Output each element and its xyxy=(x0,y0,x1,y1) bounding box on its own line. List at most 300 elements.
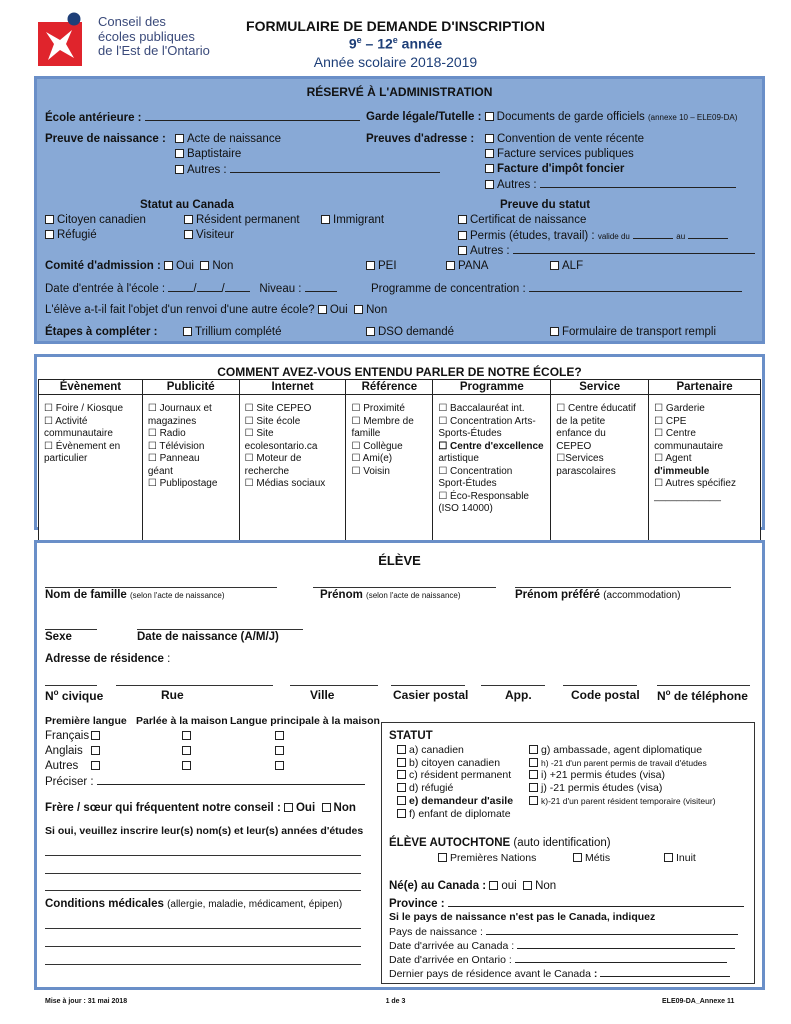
born-canada-label: Né(e) au Canada : xyxy=(389,880,487,892)
english-main-checkbox[interactable] xyxy=(275,746,284,755)
utility-checkbox[interactable] xyxy=(485,149,494,158)
entry-month-field[interactable] xyxy=(197,282,222,292)
po-box-label: Casier postal xyxy=(393,688,469,702)
medical-line-3[interactable] xyxy=(45,964,361,965)
immigrant-checkbox[interactable] xyxy=(321,215,330,224)
address-other-field[interactable] xyxy=(540,178,736,188)
civic-o: o xyxy=(53,688,59,697)
birth-act-label: Acte de naissance xyxy=(187,133,281,145)
baptism-checkbox[interactable] xyxy=(175,149,184,158)
status-option[interactable] xyxy=(397,769,513,782)
source-option-line[interactable]: ☐ Collègue xyxy=(351,440,403,452)
medical-note: (allergie, maladie, médicament, épipen) xyxy=(167,899,343,910)
status-checkbox[interactable] xyxy=(529,796,538,805)
french-main-checkbox[interactable] xyxy=(275,731,284,740)
sex-label: Sexe xyxy=(45,631,72,643)
other-language-label: Autres xyxy=(45,760,79,772)
status-right-list xyxy=(529,744,716,808)
source-option-line: communautaire xyxy=(44,428,113,439)
french-label: Français xyxy=(45,730,90,742)
source-option-line[interactable]: ☐ Agent xyxy=(654,453,692,464)
sex-field[interactable] xyxy=(45,629,97,630)
committee-row xyxy=(45,260,233,272)
committee-label: Comité d'admission : xyxy=(45,260,161,272)
utility-label: Facture services publiques xyxy=(497,148,634,160)
resident-checkbox[interactable] xyxy=(184,215,193,224)
citizen-checkbox[interactable] xyxy=(45,215,54,224)
apt-label: App. xyxy=(505,688,532,702)
logo-line-2: écoles publiques xyxy=(98,28,195,44)
source-option-line: enfance du xyxy=(556,428,606,439)
first-name-text: Prénom xyxy=(320,589,363,601)
source-option-line[interactable]: ☐ Foire / Kiosque xyxy=(44,403,123,414)
phone-n: N xyxy=(657,689,666,703)
entry-date-label: Date d'entrée à l'école : xyxy=(45,283,166,295)
logo-line-3: de l'Est de l'Ontario xyxy=(98,43,210,58)
source-option-line[interactable]: ☐ Site xyxy=(244,428,274,439)
sources-col-header: Référence xyxy=(346,380,433,395)
tax-option xyxy=(485,163,624,175)
transport-label: Formulaire de transport rempli xyxy=(562,326,717,338)
phone-label xyxy=(657,688,748,703)
postal-code-label: Code postal xyxy=(571,688,640,702)
last-country-label: Dernier pays de résidence avant le Canada xyxy=(389,968,591,980)
medical-line-2[interactable] xyxy=(45,946,361,947)
source-option-line[interactable]: ☐ Membre de xyxy=(351,415,414,427)
birth-country-row xyxy=(389,925,738,938)
sources-col-options xyxy=(142,395,239,541)
refugee-label: Réfugié xyxy=(57,229,97,241)
logo-line-1: Conseil des xyxy=(98,14,166,29)
phone-text: de téléphone xyxy=(670,689,748,703)
source-option-line[interactable]: ☐ Autres spécifiez xyxy=(654,478,736,489)
trillium-label: Trillium complété xyxy=(195,326,282,338)
source-option-line[interactable]: ☐ Centre xyxy=(654,428,696,439)
born-canada-row xyxy=(389,880,556,892)
dso-label: DSO demandé xyxy=(378,326,455,338)
sale-checkbox[interactable] xyxy=(485,134,494,143)
source-option-line: Sport-Études xyxy=(438,478,497,489)
source-option-line[interactable]: ☐ Activité xyxy=(44,415,88,427)
civic-number-label xyxy=(45,688,103,703)
source-option-line[interactable]: ☐ Concentration xyxy=(438,465,513,477)
postal-code-field[interactable] xyxy=(563,685,637,686)
birth-other-checkbox[interactable] xyxy=(175,165,184,174)
source-option-line[interactable]: ☐Services xyxy=(556,453,604,464)
source-option-line: géant xyxy=(147,465,173,477)
sources-col-header: Évènement xyxy=(39,380,143,395)
status-checkbox[interactable] xyxy=(397,783,406,792)
arrival-ontario-label: Date d'arrivée en Ontario : xyxy=(389,954,512,966)
citizen-label: Citoyen canadien xyxy=(57,214,146,226)
civic-n: N xyxy=(45,689,54,703)
source-option-line[interactable]: ☐ Panneau xyxy=(147,453,200,464)
status-option[interactable] xyxy=(529,782,716,795)
source-option-line[interactable]: ☐ Site CEPEO xyxy=(244,403,312,414)
province-label: Province : xyxy=(389,898,445,910)
transport-option xyxy=(550,326,716,338)
transport-checkbox[interactable] xyxy=(550,327,559,336)
city-field[interactable] xyxy=(290,685,378,686)
source-option-line[interactable]: ☐ Médias sociaux xyxy=(244,478,326,489)
status-option-label: j) -21 permis études (visa) xyxy=(541,782,663,795)
pana-option xyxy=(446,260,488,272)
status-option[interactable] xyxy=(397,795,513,808)
residence-text: Adresse de résidence xyxy=(45,653,164,665)
grade-subtitle: 9e – 12e année xyxy=(348,35,443,52)
born-canada-no-label: Non xyxy=(535,880,557,892)
entry-year-field[interactable] xyxy=(168,282,193,292)
status-option-label: c) résident permanent xyxy=(409,769,512,782)
metis-label: Métis xyxy=(585,852,611,864)
custody-annex-note: (annexe 10 – ELE09-DA) xyxy=(647,113,738,122)
source-option-line[interactable]: ☐ CPE xyxy=(654,415,687,427)
source-option-line[interactable]: ☐ Moteur de xyxy=(244,453,302,464)
province-row xyxy=(389,897,744,910)
arrival-canada-label: Date d'arrivée au Canada : xyxy=(389,940,515,952)
sibling-line-3[interactable] xyxy=(45,890,361,891)
pei-label: PEI xyxy=(378,260,397,272)
trillium-checkbox[interactable] xyxy=(183,327,192,336)
status-left-list xyxy=(397,744,513,820)
address-other-option xyxy=(485,178,736,191)
status-option[interactable] xyxy=(529,769,716,782)
preferred-name-field[interactable] xyxy=(515,587,731,588)
page-title: FORMULAIRE DE DEMANDE D'INSCRIPTION xyxy=(246,18,545,34)
dso-checkbox[interactable] xyxy=(366,327,375,336)
inuit-label: Inuit xyxy=(676,852,696,864)
source-option-line[interactable]: ☐ Baccalauréat int. xyxy=(438,403,525,414)
grade-level-field[interactable] xyxy=(305,282,337,292)
pei-option xyxy=(366,260,397,272)
siblings-no-checkbox[interactable] xyxy=(322,803,331,812)
sale-option xyxy=(485,133,644,145)
status-checkbox[interactable] xyxy=(397,770,406,779)
province-field[interactable] xyxy=(448,897,744,907)
entry-date-row: Date d'entrée à l'école : / / Niveau : xyxy=(45,282,337,295)
source-option-line[interactable]: ☐ Site école xyxy=(244,415,301,427)
sale-label: Convention de vente récente xyxy=(497,133,645,145)
other-main-checkbox[interactable] xyxy=(275,761,284,770)
birth-other-field[interactable] xyxy=(230,163,440,173)
source-option-line: ecolesontario.ca xyxy=(244,440,318,452)
previous-school-field[interactable] xyxy=(145,111,360,121)
source-option-line: d'immeuble xyxy=(654,465,710,477)
source-option-line[interactable]: ☐ Radio xyxy=(147,428,186,439)
status-option-label: e) demandeur d'asile xyxy=(409,794,514,807)
permit-to-field[interactable] xyxy=(688,229,728,239)
committee-yes-checkbox[interactable] xyxy=(164,261,173,270)
status-checkbox[interactable] xyxy=(397,796,406,805)
first-name-label xyxy=(320,589,461,601)
alf-label: ALF xyxy=(562,260,584,272)
birth-other-label: Autres : xyxy=(187,164,227,176)
baptism-option xyxy=(175,148,241,160)
immigrant-option xyxy=(321,214,384,226)
birth-other-option xyxy=(175,163,440,176)
certificate-checkbox[interactable] xyxy=(458,215,467,224)
source-option-line: (ISO 14000) xyxy=(438,503,493,514)
source-option-line[interactable]: ☐ Centre éducatif xyxy=(556,403,636,414)
referral-no-checkbox[interactable] xyxy=(354,305,363,314)
medical-label xyxy=(45,898,342,910)
tax-checkbox[interactable] xyxy=(485,164,494,173)
admin-heading: RÉSERVÉ À L'ADMINISTRATION xyxy=(306,85,493,99)
arrival-canada-field[interactable] xyxy=(517,939,735,949)
source-option-line[interactable]: ☐ Télévision xyxy=(147,440,205,452)
custody-docs-checkbox[interactable] xyxy=(485,112,494,121)
inuit-option xyxy=(664,852,696,864)
source-option-line[interactable]: ☐ Proximité xyxy=(351,403,405,414)
first-nations-label: Premières Nations xyxy=(450,852,537,864)
source-option-line[interactable]: ☐ Concentration Arts- xyxy=(438,415,536,427)
spoken-home-header: Parlée à la maison xyxy=(136,715,228,727)
birth-act-option xyxy=(175,133,281,145)
born-canada-yes-label: oui xyxy=(501,880,517,892)
status-checkbox[interactable] xyxy=(529,770,538,779)
pana-checkbox[interactable] xyxy=(446,261,455,270)
country-instruction: Si le pays de naissance n'est pas le Canada, indiquez xyxy=(389,911,656,923)
status-other-option xyxy=(458,244,755,257)
sources-col-header: Publicité xyxy=(142,380,239,395)
specify-row xyxy=(45,775,365,788)
street-field[interactable] xyxy=(116,685,273,686)
status-option-label: f) enfant de diplomate xyxy=(409,807,511,820)
previous-school-row xyxy=(45,111,360,124)
birth-country-label: Pays de naissance : xyxy=(389,926,483,938)
footer-page-number: 1 de 3 xyxy=(385,998,406,1005)
birth-date-label: Date de naissance (A/M/J) xyxy=(137,631,279,643)
sources-col-header: Service xyxy=(551,380,649,395)
civic-text: civique xyxy=(58,689,104,703)
permit-option xyxy=(458,229,728,242)
referral-yes-label: Oui xyxy=(329,304,348,316)
status-other-label: Autres : xyxy=(470,245,510,257)
french-first-checkbox[interactable] xyxy=(91,731,100,740)
sources-col-header: Partenaire xyxy=(649,380,761,395)
status-option-label: d) réfugié xyxy=(409,782,454,795)
phone-field[interactable] xyxy=(657,685,750,686)
referral-yes-checkbox[interactable] xyxy=(318,305,327,314)
footer-update-date: Mise à jour : 31 mai 2018 xyxy=(45,998,128,1005)
status-option-label: a) canadien xyxy=(409,744,464,756)
referral-label: L'élève a-t-il fait l'objet d'un renvoi d'une autre école? xyxy=(45,304,315,316)
arrival-canada-row xyxy=(389,939,735,952)
grade-level-label: Niveau : xyxy=(259,283,302,295)
source-option-line: particulier xyxy=(44,453,88,464)
student-heading: ÉLÈVE xyxy=(378,553,421,568)
status-option[interactable] xyxy=(397,808,513,821)
source-option-line[interactable]: ☐ Centre d'excellence xyxy=(438,440,544,452)
permit-label: Permis (études, travail) : xyxy=(470,230,595,242)
arrival-ontario-row xyxy=(389,953,727,966)
preferred-name-label xyxy=(515,589,680,601)
committee-no-label: Non xyxy=(212,260,234,272)
source-option-line[interactable]: ☐ Évènement en xyxy=(44,440,121,452)
english-home-checkbox[interactable] xyxy=(182,746,191,755)
birth-act-checkbox[interactable] xyxy=(175,134,184,143)
permit-checkbox[interactable] xyxy=(458,231,467,240)
resident-option xyxy=(184,214,300,226)
source-option-line[interactable]: ☐ Journaux et xyxy=(147,403,212,414)
birth-date-field[interactable] xyxy=(137,629,303,630)
status-option-label: i) +21 permis études (visa) xyxy=(541,769,666,782)
siblings-yes-label: Oui xyxy=(295,802,316,814)
born-canada-yes-checkbox[interactable] xyxy=(489,881,498,890)
last-name-label xyxy=(45,589,224,601)
source-option-line: parascolaires xyxy=(556,465,616,477)
trillium-option xyxy=(183,326,281,338)
first-nations-option xyxy=(438,852,536,864)
dso-option xyxy=(366,326,454,338)
apt-field[interactable] xyxy=(481,685,545,686)
source-option-line: communautaire xyxy=(654,440,724,452)
status-checkbox[interactable] xyxy=(529,758,538,767)
sources-col-header: Programme xyxy=(433,380,551,395)
status-other-checkbox[interactable] xyxy=(458,246,467,255)
status-checkbox[interactable] xyxy=(397,745,406,754)
referral-row xyxy=(45,304,387,316)
sources-col-options xyxy=(649,395,761,541)
indigenous-text: ÉLÈVE AUTOCHTONE xyxy=(389,837,511,849)
specify-field[interactable] xyxy=(97,775,365,785)
sibling-line-2[interactable] xyxy=(45,873,361,874)
alf-option xyxy=(550,260,583,272)
sources-heading: COMMENT AVEZ-VOUS ENTENDU PARLER DE NOTRE ÉCOLE? xyxy=(217,365,582,379)
source-option-line: Sports-Études xyxy=(438,428,502,439)
permit-from-field[interactable] xyxy=(633,229,673,239)
status-checkbox[interactable] xyxy=(397,809,406,818)
custody-label: Garde légale/Tutelle : xyxy=(366,111,482,123)
source-option-line[interactable]: ☐ Publipostage xyxy=(147,478,218,489)
status-checkbox[interactable] xyxy=(529,745,538,754)
siblings-instruction: Si oui, veuillez inscrire leur(s) nom(s) et leur(s) années d'études xyxy=(45,825,364,837)
status-option[interactable] xyxy=(529,795,716,808)
status-option-label: k)-21 d'un parent résident temporaire (visiteur) xyxy=(541,795,716,806)
first-name-note: (selon l'acte de naissance) xyxy=(366,591,461,600)
residence-colon: : xyxy=(167,653,171,665)
certificate-label: Certificat de naissance xyxy=(470,214,587,226)
preferred-name-note: (accommodation) xyxy=(603,590,681,601)
medical-line-1[interactable] xyxy=(45,928,361,929)
permit-to-label: au xyxy=(676,232,686,241)
main-home-language-header: Langue principale à la maison xyxy=(230,715,380,727)
status-option[interactable] xyxy=(397,744,513,757)
civic-number-field[interactable] xyxy=(45,685,97,686)
citizen-option xyxy=(45,214,146,226)
born-canada-no-checkbox[interactable] xyxy=(523,881,532,890)
city-label: Ville xyxy=(310,688,335,702)
siblings-label: Frère / sœur qui fréquentent notre conseil : xyxy=(45,802,281,814)
pei-checkbox[interactable] xyxy=(366,261,375,270)
inuit-checkbox[interactable] xyxy=(664,853,673,862)
last-country-field[interactable] xyxy=(600,967,730,977)
status-option[interactable] xyxy=(529,757,716,770)
specify-label: Préciser : xyxy=(45,776,94,788)
source-option-line: artistique xyxy=(438,453,479,464)
address-other-label: Autres : xyxy=(497,179,537,191)
status-checkbox[interactable] xyxy=(397,758,406,767)
steps-label: Étapes à compléter : xyxy=(45,326,158,338)
utility-option xyxy=(485,148,634,160)
status-option[interactable] xyxy=(397,757,513,770)
source-option-line[interactable]: ☐ Voisin xyxy=(351,465,390,477)
status-checkbox[interactable] xyxy=(529,783,538,792)
tax-label: Facture d'impôt foncier xyxy=(497,163,625,175)
status-option-label: b) citoyen canadien xyxy=(409,756,501,769)
address-proof-label: Preuves d'adresse : xyxy=(366,133,475,145)
referral-no-label: Non xyxy=(366,304,388,316)
refugee-checkbox[interactable] xyxy=(45,230,54,239)
status-other-field[interactable] xyxy=(513,244,755,254)
status-proof-heading: Preuve du statut xyxy=(500,199,591,211)
program-label: Programme de concentration : xyxy=(371,283,526,295)
metis-checkbox[interactable] xyxy=(573,853,582,862)
source-option-line: magazines xyxy=(147,415,197,427)
status-option[interactable] xyxy=(529,744,716,757)
last-name-note: (selon l'acte de naissance) xyxy=(130,591,225,600)
committee-no-checkbox[interactable] xyxy=(200,261,209,270)
sources-col-options xyxy=(551,395,649,541)
indigenous-note: (auto identification) xyxy=(513,837,611,849)
sources-table xyxy=(38,379,761,541)
sibling-line-1[interactable] xyxy=(45,855,361,856)
sources-col-options xyxy=(433,395,551,541)
address-other-checkbox[interactable] xyxy=(485,180,494,189)
other-first-checkbox[interactable] xyxy=(91,761,100,770)
visitor-label: Visiteur xyxy=(196,229,235,241)
po-box-field[interactable] xyxy=(391,685,465,686)
source-option-line: recherche xyxy=(244,465,290,477)
resident-label: Résident permanent xyxy=(196,214,300,226)
street-label: Rue xyxy=(161,688,184,702)
footer-form-code: ELE09-DA_Annexe 11 xyxy=(662,998,735,1005)
sources-col-options xyxy=(346,395,433,541)
previous-school-label: École antérieure : xyxy=(45,112,142,124)
residence-label xyxy=(45,653,170,665)
entry-day-field[interactable] xyxy=(225,282,250,292)
last-name-field[interactable] xyxy=(45,587,277,588)
visitor-option xyxy=(184,229,234,241)
siblings-yes-checkbox[interactable] xyxy=(284,803,293,812)
first-name-field[interactable] xyxy=(313,587,496,588)
alf-checkbox[interactable] xyxy=(550,261,559,270)
certificate-option xyxy=(458,214,586,226)
arrival-ontario-field[interactable] xyxy=(515,953,727,963)
last-country-colon: : xyxy=(593,968,598,980)
last-country-row xyxy=(389,967,730,980)
source-option-line[interactable]: ☐ Ami(e) xyxy=(351,453,393,464)
french-home-checkbox[interactable] xyxy=(182,731,191,740)
source-option-line: ____________ xyxy=(654,490,721,502)
english-label: Anglais xyxy=(45,745,83,757)
siblings-row xyxy=(45,802,356,814)
english-first-checkbox[interactable] xyxy=(91,746,100,755)
first-nations-checkbox[interactable] xyxy=(438,853,447,862)
indigenous-heading xyxy=(389,837,611,849)
sources-col-options xyxy=(39,395,143,541)
source-option-line: CEPEO xyxy=(556,440,592,452)
program-field[interactable] xyxy=(529,282,742,292)
source-option-line[interactable]: ☐ Garderie xyxy=(654,403,705,414)
visitor-checkbox[interactable] xyxy=(184,230,193,239)
status-option[interactable] xyxy=(397,782,513,795)
source-option-line: famille xyxy=(351,428,381,439)
birth-proof-label: Preuve de naissance : xyxy=(45,133,166,145)
source-option-line[interactable]: ☐ Éco-Responsable xyxy=(438,490,529,502)
other-home-checkbox[interactable] xyxy=(182,761,191,770)
birth-country-field[interactable] xyxy=(486,925,738,935)
